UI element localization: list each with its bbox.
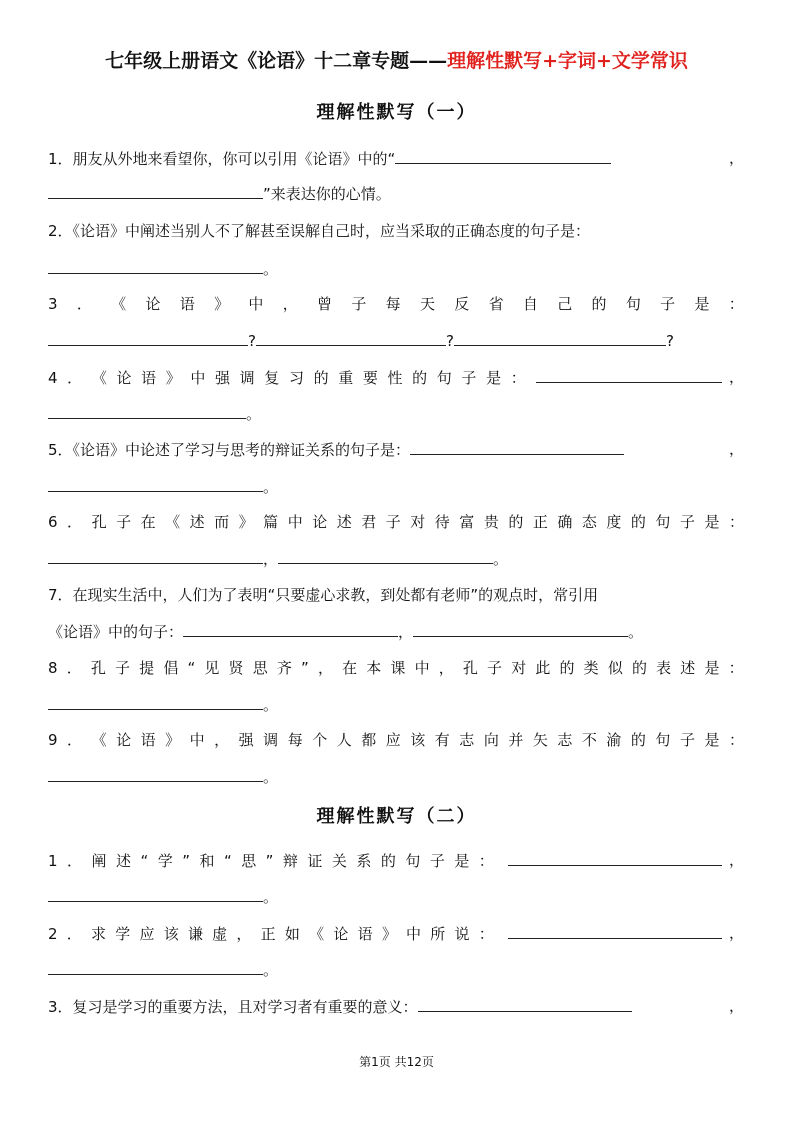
question-1-3: 3 ． 《 论 语 》 中 ， 曾 子 每 天 反 省 自 己 的 句 子 是 ： — [48, 295, 744, 313]
answer-blank[interactable] — [454, 328, 666, 346]
question-2-2: 2 ． 求 学 应 该 谦 虚 ， 正 如 《 论 语 》 中 所 说 ： ， — [48, 921, 744, 945]
answer-blank[interactable] — [508, 921, 722, 939]
answer-blank[interactable] — [278, 546, 493, 564]
question-1-6: 6 ． 孔 子 在 《 述 而 》 篇 中 论 述 君 子 对 待 富 贵 的 正 确 态 度 的 句 子 是 ： — [48, 513, 744, 531]
document-title: 七年级上册语文《论语》十二章专题——理解性默写+字词+文学常识 — [105, 50, 688, 72]
question-1-5-cont: 。 — [48, 474, 744, 498]
answer-blank[interactable] — [395, 146, 611, 164]
question-2-1: 1 ． 阐 述 “ 学 ” 和 “ 思 ” 辩 证 关 系 的 句 子 是 ： ， — [48, 848, 744, 872]
answer-blank[interactable] — [48, 328, 248, 346]
answer-blank[interactable] — [418, 994, 632, 1012]
question-1-8: 8 ． 孔 子 提 倡 “ 见 贤 思 齐 ” ， 在 本 课 中 ， 孔 子 对 此 的 类 似 的 表 述 是 ： — [48, 659, 744, 677]
answer-blank[interactable] — [410, 437, 624, 455]
page-number: 第1页 共12页 — [359, 1055, 434, 1069]
question-1-3-cont: ? ? ? — [48, 328, 744, 352]
question-1-2-cont: 。 — [48, 256, 744, 280]
question-1-1-cont: ”来表达你的心情。 — [48, 181, 744, 205]
section-heading-2: 理解性默写（二） — [316, 806, 477, 827]
title-highlight: 理解性默写+字词+文学常识 — [447, 50, 688, 72]
answer-blank[interactable] — [256, 328, 446, 346]
answer-blank[interactable] — [536, 365, 722, 383]
question-1-5: 5．《论语》中论述了学习与思考的辩证关系的句子是： ， — [48, 437, 744, 461]
answer-blank[interactable] — [48, 474, 263, 492]
question-2-3: 3．复习是学习的重要方法，且对学习者有重要的意义： ， — [48, 994, 744, 1018]
answer-blank[interactable] — [48, 256, 263, 274]
question-1-7-cont: 《论语》中的句子： ， 。 — [48, 619, 744, 643]
question-1-9: 9 ． 《 论 语 》 中 ， 强 调 每 个 人 都 应 该 有 志 向 并 矢 志 不 渝 的 句 子 是 ： — [48, 731, 744, 749]
answer-blank[interactable] — [48, 764, 263, 782]
answer-blank[interactable] — [48, 957, 263, 975]
answer-blank[interactable] — [183, 619, 398, 637]
answer-blank[interactable] — [48, 181, 263, 199]
question-2-1-cont: 。 — [48, 884, 744, 908]
answer-blank[interactable] — [48, 401, 246, 419]
question-1-1: 1．朋友从外地来看望你，你可以引用《论语》中的“ ， — [48, 146, 744, 170]
question-1-6-cont: ， 。 — [48, 546, 744, 570]
answer-blank[interactable] — [48, 884, 263, 902]
question-1-7: 7．在现实生活中，人们为了表明“只要虚心求教，到处都有老师”的观点时，常引用 — [48, 586, 599, 604]
question-2-2-cont: 。 — [48, 957, 744, 981]
question-1-4-cont: 。 — [48, 401, 744, 425]
answer-blank[interactable] — [48, 546, 263, 564]
answer-blank[interactable] — [413, 619, 628, 637]
section-heading-1: 理解性默写（一） — [316, 102, 477, 123]
question-1-8-cont: 。 — [48, 692, 744, 716]
question-1-4: 4 ． 《 论 语 》 中 强 调 复 习 的 重 要 性 的 句 子 是 ： ， — [48, 365, 744, 389]
answer-blank[interactable] — [48, 692, 263, 710]
answer-blank[interactable] — [508, 848, 722, 866]
question-1-2: 2．《论语》中阐述当别人不了解甚至误解自己时，应当采取的正确态度的句子是： — [48, 222, 591, 240]
question-1-9-cont: 。 — [48, 764, 744, 788]
